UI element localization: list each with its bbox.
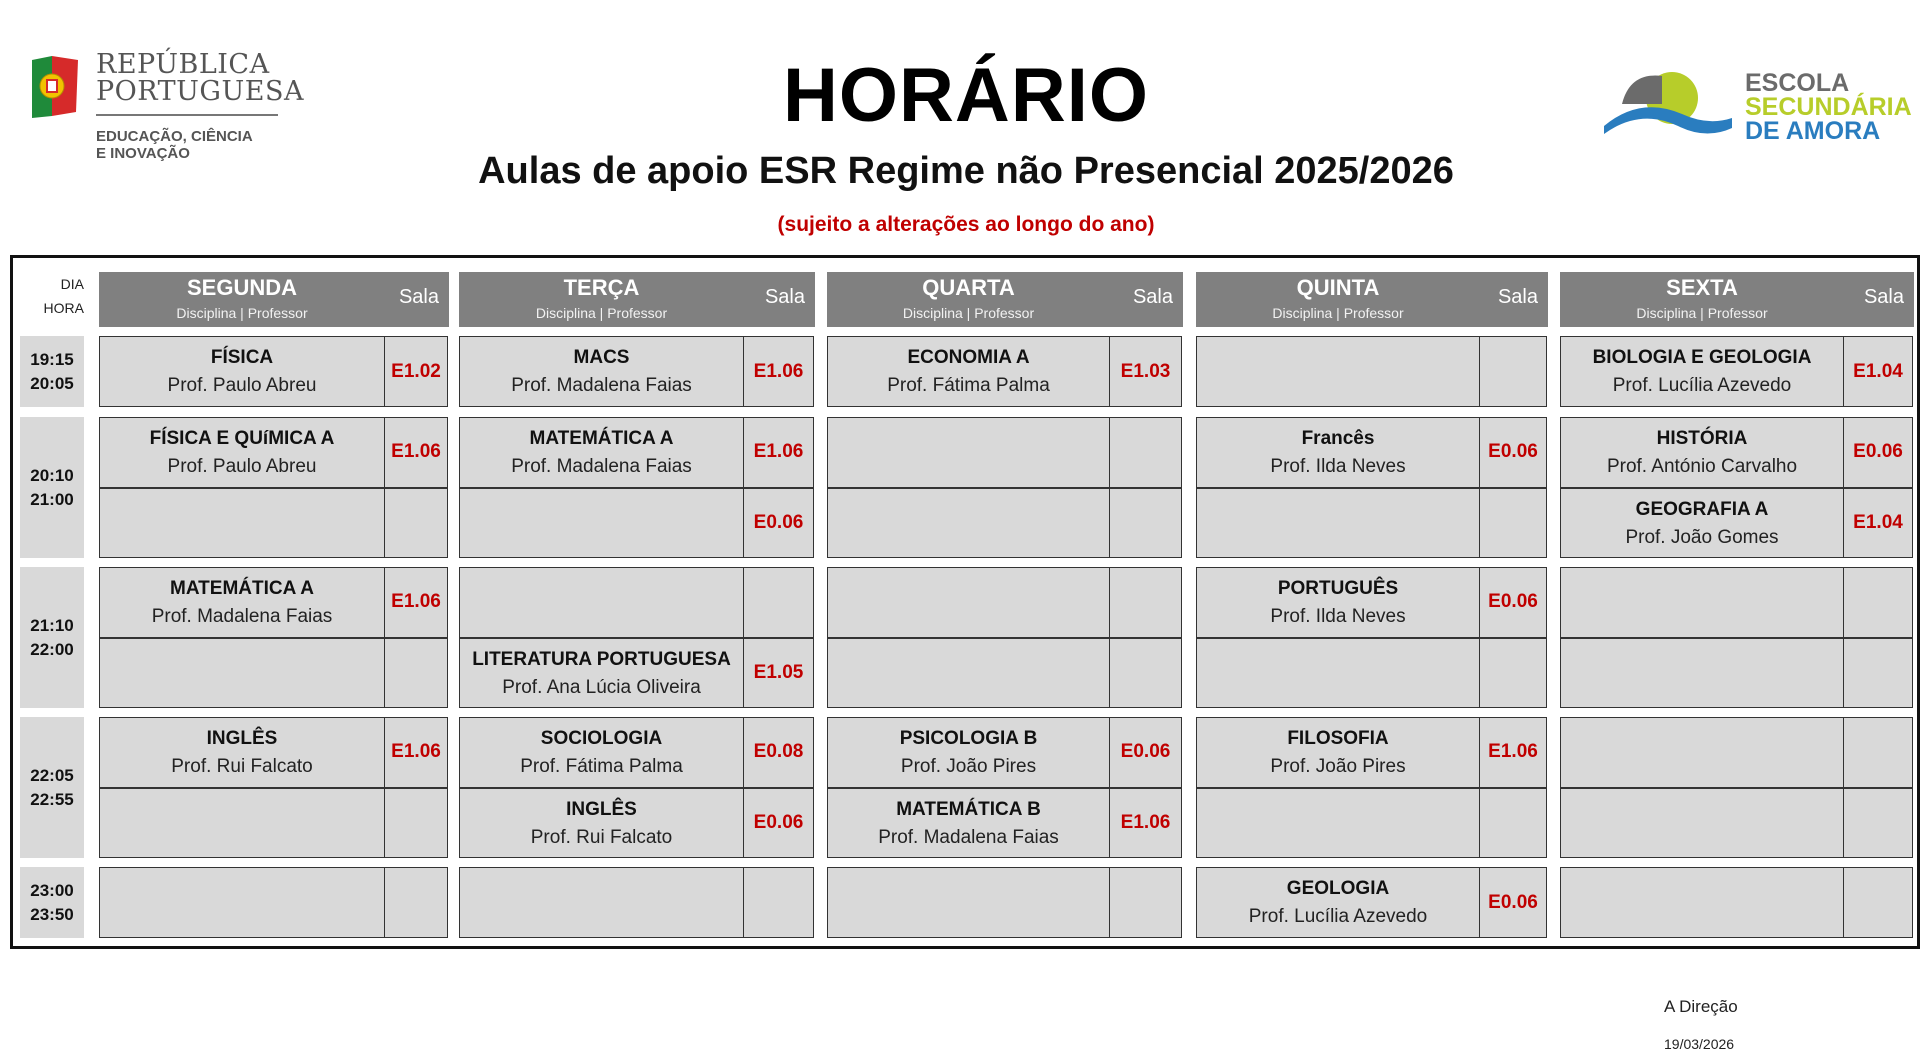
room-cell (1109, 717, 1182, 788)
room-code: E0.06 (1488, 441, 1538, 463)
class-cell (459, 567, 744, 638)
room-cell (1479, 417, 1547, 488)
room-cell (1479, 638, 1547, 709)
class-cell (99, 867, 385, 938)
professor-name: Prof. Madalena Faias (511, 456, 692, 477)
room-cell (384, 717, 448, 788)
signature: A Direção (1664, 997, 1738, 1016)
room-code: E1.06 (1488, 741, 1538, 763)
room-cell (1109, 638, 1182, 709)
class-cell (1196, 567, 1480, 638)
class-cell (99, 717, 385, 788)
discipline-name: SOCIOLOGIA (540, 728, 663, 749)
class-cell (99, 336, 385, 407)
day-subheader: Disciplina | Professor (1272, 305, 1404, 321)
room-cell (743, 567, 814, 638)
professor-name: Prof. Paulo Abreu (167, 456, 317, 477)
page-title: HORÁRIO (783, 53, 1149, 138)
class-cell (827, 417, 1110, 488)
room-cell (743, 488, 814, 559)
professor-name: Prof. Fátima Palma (887, 375, 1050, 396)
time-end: 22:55 (30, 789, 74, 809)
room-cell (743, 867, 814, 938)
room-cell (384, 638, 448, 709)
class-cell (99, 788, 385, 859)
professor-name: Prof. Lucília Azevedo (1248, 906, 1428, 927)
day-subheader: Disciplina | Professor (176, 305, 308, 321)
class-cell (1560, 867, 1844, 938)
room-cell (1479, 867, 1547, 938)
escola-secundaria-amora-logo (1600, 68, 1920, 158)
room-code: E1.02 (391, 360, 441, 382)
class-cell (1196, 336, 1480, 407)
professor-name: Prof. Lucília Azevedo (1612, 375, 1792, 396)
room-code: E0.06 (1120, 741, 1171, 763)
time-start: 19:15 (30, 349, 74, 369)
class-cell (1196, 638, 1480, 709)
class-cell (99, 488, 385, 559)
room-cell (1479, 788, 1547, 859)
room-cell (1479, 336, 1547, 407)
room-cell (743, 336, 814, 407)
class-cell (459, 488, 744, 559)
time-slot (20, 867, 84, 938)
discipline-name: ECONOMIA A (907, 347, 1030, 368)
room-code: E1.03 (1120, 360, 1171, 382)
class-cell (827, 488, 1110, 559)
room-code: E0.06 (1488, 891, 1538, 913)
notice-text: (sujeito a alterações ao longo do ano) (777, 213, 1155, 236)
time-start: 21:10 (30, 615, 74, 635)
room-code: E0.06 (1853, 441, 1903, 463)
room-cell (384, 567, 448, 638)
class-cell (827, 717, 1110, 788)
professor-name: Prof. Ilda Neves (1270, 606, 1406, 627)
professor-name: Prof. Rui Falcato (171, 756, 313, 777)
class-cell (1196, 867, 1480, 938)
discipline-name: MATEMÁTICA B (896, 798, 1041, 820)
room-cell (1109, 788, 1182, 859)
room-cell (384, 488, 448, 559)
class-cell (827, 336, 1110, 407)
table-corner (20, 272, 84, 328)
room-code: E0.06 (753, 811, 804, 833)
class-cell (1560, 638, 1844, 709)
page-subtitle: Aulas de apoio ESR Regime não Presencial 2025/2026 (478, 150, 1454, 192)
room-cell (743, 638, 814, 709)
discipline-name: MACS (573, 347, 630, 368)
professor-name: Prof. Madalena Faias (151, 606, 333, 627)
room-cell (1109, 336, 1182, 407)
room-code: E0.06 (1488, 591, 1538, 613)
class-cell (1560, 788, 1844, 859)
room-cell (1843, 717, 1913, 788)
professor-name: Prof. Rui Falcato (530, 826, 673, 848)
room-code: E1.06 (391, 741, 441, 763)
class-cell (459, 788, 744, 859)
room-cell (1479, 488, 1547, 559)
class-cell (99, 638, 385, 709)
time-start: 22:05 (30, 765, 74, 785)
room-cell (1843, 788, 1913, 859)
room-cell (743, 788, 814, 859)
room-cell (1479, 567, 1547, 638)
time-slot (20, 336, 84, 407)
logo-text-educacao: EDUCAÇÃO, CIÊNCIA (96, 128, 253, 145)
room-cell (1109, 488, 1182, 559)
class-cell (1196, 417, 1480, 488)
class-cell (459, 638, 744, 709)
day-subheader: Disciplina | Professor (902, 305, 1035, 321)
class-cell (1560, 488, 1844, 559)
room-cell (1109, 417, 1182, 488)
room-code: E1.04 (1853, 360, 1903, 382)
class-cell (99, 417, 385, 488)
class-cell (99, 567, 385, 638)
discipline-name: GEOLOGIA (1286, 878, 1390, 899)
class-cell (1196, 717, 1480, 788)
discipline-name: FÍSICA E QUíMICA A (149, 428, 335, 449)
day-header-quinta (1196, 272, 1548, 327)
class-cell (459, 417, 744, 488)
professor-name: Prof. Fátima Palma (520, 756, 683, 777)
corner-dia-label: DIA (60, 276, 84, 292)
discipline-name: Francês (1301, 428, 1375, 449)
room-code: E1.06 (753, 441, 804, 463)
logo-text-inovacao: E INOVAÇÃO (96, 145, 190, 162)
day-name: SEGUNDA (186, 275, 297, 300)
school-name-line1: ESCOLA (1745, 69, 1850, 97)
class-cell (1560, 417, 1844, 488)
room-code: E1.06 (391, 441, 441, 463)
discipline-name: HISTÓRIA (1656, 428, 1748, 449)
professor-name: Prof. João Pires (900, 756, 1037, 777)
professor-name: Prof. Madalena Faias (511, 375, 692, 396)
logo-text-portuguesa: PORTUGUESA (96, 76, 304, 107)
time-slot (20, 717, 84, 858)
day-header-quarta (827, 272, 1183, 327)
day-name: QUINTA (1296, 275, 1380, 300)
time-slot (20, 417, 84, 558)
discipline-name: PORTUGUÊS (1277, 578, 1399, 599)
day-header-terça (459, 272, 815, 327)
room-cell (1843, 567, 1913, 638)
day-subheader: Disciplina | Professor (535, 305, 668, 321)
class-cell (827, 867, 1110, 938)
class-cell (1560, 717, 1844, 788)
time-end: 21:00 (30, 489, 74, 509)
room-cell (743, 717, 814, 788)
room-cell (1479, 717, 1547, 788)
sala-header: Sala (398, 286, 439, 308)
class-cell (827, 567, 1110, 638)
class-cell (827, 788, 1110, 859)
sala-header: Sala (764, 286, 805, 308)
professor-name: Prof. António Carvalho (1606, 456, 1798, 477)
day-name: QUARTA (922, 275, 1015, 300)
discipline-name: INGLÊS (206, 728, 278, 749)
class-cell (1196, 788, 1480, 859)
discipline-name: MATEMÁTICA A (529, 428, 674, 449)
discipline-name: FILOSOFIA (1287, 728, 1389, 749)
school-emblem-icon (1600, 68, 1740, 148)
room-cell (1109, 567, 1182, 638)
room-cell (384, 417, 448, 488)
discipline-name: LITERATURA PORTUGUESA (472, 648, 731, 670)
class-cell (1560, 336, 1844, 407)
professor-name: Prof. Paulo Abreu (167, 375, 317, 396)
professor-name: Prof. Madalena Faias (878, 826, 1059, 848)
class-cell (827, 638, 1110, 709)
room-code: E0.08 (753, 741, 804, 763)
day-header-sexta (1560, 272, 1914, 327)
discipline-name: GEOGRAFIA A (1635, 498, 1769, 520)
sala-header: Sala (1497, 286, 1538, 308)
professor-name: Prof. João Gomes (1625, 526, 1779, 548)
document-date: 19/03/2026 (1664, 1036, 1735, 1052)
time-end: 22:00 (30, 639, 74, 659)
day-subheader: Disciplina | Professor (1636, 305, 1768, 321)
room-cell (1109, 867, 1182, 938)
day-header-segunda (99, 272, 449, 327)
room-code: E1.06 (753, 360, 804, 382)
time-end: 23:50 (30, 904, 74, 924)
room-cell (1843, 638, 1913, 709)
discipline-name: BIOLOGIA E GEOLOGIA (1592, 347, 1812, 368)
time-end: 20:05 (30, 373, 74, 393)
room-cell (1843, 417, 1913, 488)
room-code: E1.04 (1853, 511, 1903, 533)
room-code: E0.06 (753, 511, 804, 533)
class-cell (459, 717, 744, 788)
room-cell (1843, 867, 1913, 938)
school-name-line3: DE AMORA (1745, 117, 1881, 145)
sala-header: Sala (1863, 286, 1904, 308)
room-code: E1.06 (1120, 811, 1171, 833)
logo-text-republica: REPÚBLICA (96, 49, 270, 80)
room-cell (1843, 488, 1913, 559)
school-name-line2: SECUNDÁRIA (1745, 93, 1912, 121)
room-cell (384, 867, 448, 938)
professor-name: Prof. Ilda Neves (1270, 456, 1406, 477)
discipline-name: PSICOLOGIA B (899, 728, 1038, 749)
room-cell (384, 336, 448, 407)
room-code: E1.05 (753, 661, 804, 683)
day-name: TERÇA (563, 275, 640, 300)
time-slot (20, 567, 84, 708)
discipline-name: INGLÊS (566, 798, 637, 820)
professor-name: Prof. Ana Lúcia Oliveira (502, 676, 701, 698)
room-cell (743, 417, 814, 488)
discipline-name: FÍSICA (210, 347, 274, 368)
time-start: 20:10 (30, 465, 74, 485)
room-cell (384, 788, 448, 859)
class-cell (1196, 488, 1480, 559)
class-cell (459, 336, 744, 407)
time-start: 23:00 (30, 880, 74, 900)
day-name: SEXTA (1666, 275, 1738, 300)
corner-hora-label: HORA (43, 300, 84, 316)
sala-header: Sala (1132, 286, 1173, 308)
room-code: E1.06 (391, 591, 441, 613)
room-cell (1843, 336, 1913, 407)
class-cell (459, 867, 744, 938)
class-cell (1560, 567, 1844, 638)
discipline-name: MATEMÁTICA A (170, 578, 314, 599)
professor-name: Prof. João Pires (1270, 756, 1406, 777)
